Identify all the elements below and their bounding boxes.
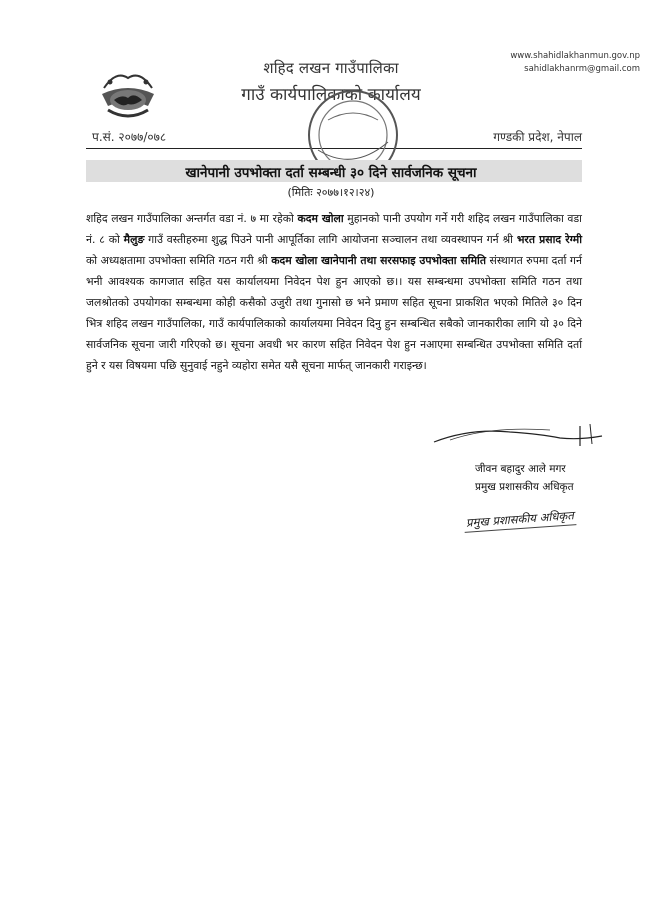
org-name: शहिद लखन गाउँपालिका (263, 59, 399, 77)
notice-body (86, 208, 582, 376)
body-bold-segment: कदम खोला खानेपानी तथा सरसफाइ उपभोक्ता समिति (271, 254, 486, 267)
body-text-segment: को अध्यक्षतामा उपभोक्ता समिति गठन गरी श्री (86, 254, 272, 267)
designation-stamp: प्रमुख प्रशासकीय अधिकृत (464, 508, 577, 533)
notice-title: खानेपानी उपभोक्ता दर्ता सम्बन्धी ३० दिने सार्वजनिक सूचना (185, 165, 477, 181)
body-bold-segment: भरत प्रसाद रेग्मी (516, 233, 582, 246)
signatory-name: जीवन बहादुर आले मगर (475, 463, 566, 475)
body-text-segment: गाउँ वस्तीहरुमा शुद्ध पिउने पानी आपूर्तिका लागि आयोजना सञ्चालन तथा व्यवस्थापन गर्न श्री (144, 233, 517, 246)
reference-number: प.सं. २०७७/०७८ (92, 130, 167, 144)
website-link[interactable]: www.shahidlakhanmun.gov.np (510, 51, 640, 61)
body-bold-segment: कदम खोला (297, 212, 344, 225)
office-name: गाउँ कार्यपालिकाको कार्यालय (241, 85, 421, 105)
signatory-designation: प्रमुख प्रशासकीय अधिकृत (475, 481, 574, 493)
body-bold-segment: मैलुङ (123, 233, 145, 246)
body-text-segment: मुहानको पानी उपयोग गर्ने गरी शहिद लखन गाउँपालिका वडा नं. ८ को (86, 212, 582, 246)
body-text-segment: शहिद लखन गाउँपालिका अन्तर्गत वडा नं. ७ मा रहेको (86, 212, 298, 225)
signature-icon (430, 420, 605, 450)
body-text-segment: संस्थागत रुपमा दर्ता गर्न भनी आवश्यक कागजात सहित यस कार्यालयमा निवेदन पेश हुन आएको छ।। यस सम्बन्धमा उपभोक्ता समिति गठन तथा जलश्रोतको उपयोगका सम्बन्धमा कोही कसैको उजुरी तथा गुनासो छ भने प्रमाण सहित सूचना प्राकशित भएको मितिले ३० दिन भित्र शहिद लखन गाउँपालिका, गाउँ कार्यपालिकाको कार्यालयमा निवेदन दिनु हुन सम्बन्धित सबैको जानकारीका लागि यो ३० दिने सार्वजनिक सूचना जारी गरिएको छ। सूचना अवधी भर कारण सहित निवेदन पेश हुन नआएमा सम्बन्धित उपभोक्ता समिति दर्ता हुने र यस विषयमा पछि सुनुवाई नहुने व्यहोरा समेत यसै सूचना मार्फत् जानकारी गराइन्छ। (86, 254, 582, 372)
email-link[interactable]: sahidlakhanrm@gmail.com (524, 64, 640, 74)
notice-date: (मितिः २०७७।१२।२४) (287, 186, 375, 199)
province-label: गण्डकी प्रदेश, नेपाल (493, 130, 582, 144)
